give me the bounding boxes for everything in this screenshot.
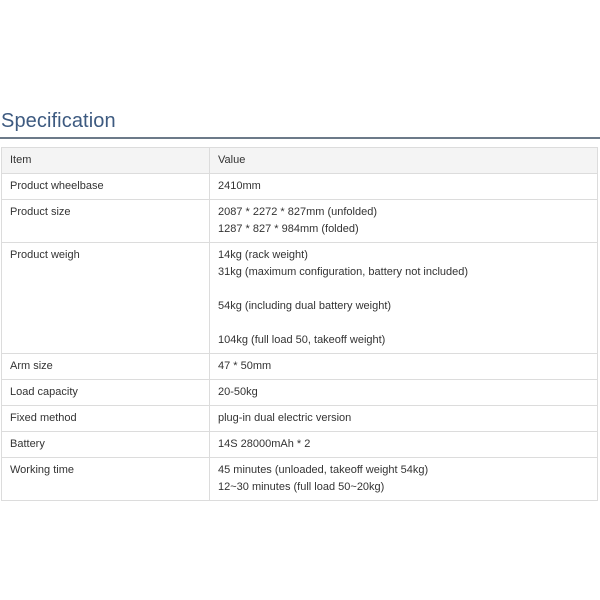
section-title: Specification bbox=[1, 110, 116, 132]
value-line: plug-in dual electric version bbox=[218, 412, 352, 424]
row-item: Working time bbox=[2, 458, 210, 501]
row-value bbox=[210, 458, 598, 501]
row-item: Product wheelbase bbox=[2, 174, 210, 200]
value-line: 45 minutes (unloaded, takeoff weight 54kg) bbox=[218, 464, 429, 476]
row-item: Fixed method bbox=[2, 406, 210, 432]
header-item: Item bbox=[2, 148, 210, 174]
value-line: 12~30 minutes (full load 50~20kg) bbox=[218, 481, 385, 493]
value-line: 31kg (maximum configuration, battery not included) bbox=[218, 266, 469, 278]
table-body bbox=[2, 174, 598, 501]
table-row bbox=[2, 243, 598, 354]
table-row bbox=[2, 432, 598, 458]
value-line bbox=[218, 281, 590, 298]
value-line: 14kg (rack weight) bbox=[218, 249, 308, 261]
row-value bbox=[210, 380, 598, 406]
row-value bbox=[210, 200, 598, 243]
value-line: 14S 28000mAh * 2 bbox=[218, 438, 311, 450]
value-line bbox=[218, 315, 590, 332]
spec-table bbox=[1, 147, 598, 501]
value-line: 54kg (including dual battery weight) bbox=[218, 300, 392, 312]
row-item: Battery bbox=[2, 432, 210, 458]
row-item: Product size bbox=[2, 200, 210, 243]
value-line: 20-50kg bbox=[218, 386, 258, 398]
value-line: 2410mm bbox=[218, 180, 261, 192]
value-line: 1287 * 827 * 984mm (folded) bbox=[218, 223, 359, 235]
table-header-row bbox=[2, 148, 598, 174]
table-row bbox=[2, 458, 598, 501]
row-item: Arm size bbox=[2, 354, 210, 380]
row-item: Product weigh bbox=[2, 243, 210, 354]
table-row bbox=[2, 406, 598, 432]
header-value: Value bbox=[210, 148, 598, 174]
value-line: 47 * 50mm bbox=[218, 360, 272, 372]
value-line: 104kg (full load 50, takeoff weight) bbox=[218, 334, 386, 346]
table-row bbox=[2, 174, 598, 200]
table-row bbox=[2, 354, 598, 380]
table-row bbox=[2, 380, 598, 406]
row-value bbox=[210, 354, 598, 380]
row-value bbox=[210, 432, 598, 458]
table-row bbox=[2, 200, 598, 243]
value-line: 2087 * 2272 * 827mm (unfolded) bbox=[218, 206, 377, 218]
row-value bbox=[210, 243, 598, 354]
row-value bbox=[210, 174, 598, 200]
title-divider bbox=[0, 137, 600, 139]
specification-section bbox=[0, 100, 600, 501]
row-value bbox=[210, 406, 598, 432]
row-item: Load capacity bbox=[2, 380, 210, 406]
